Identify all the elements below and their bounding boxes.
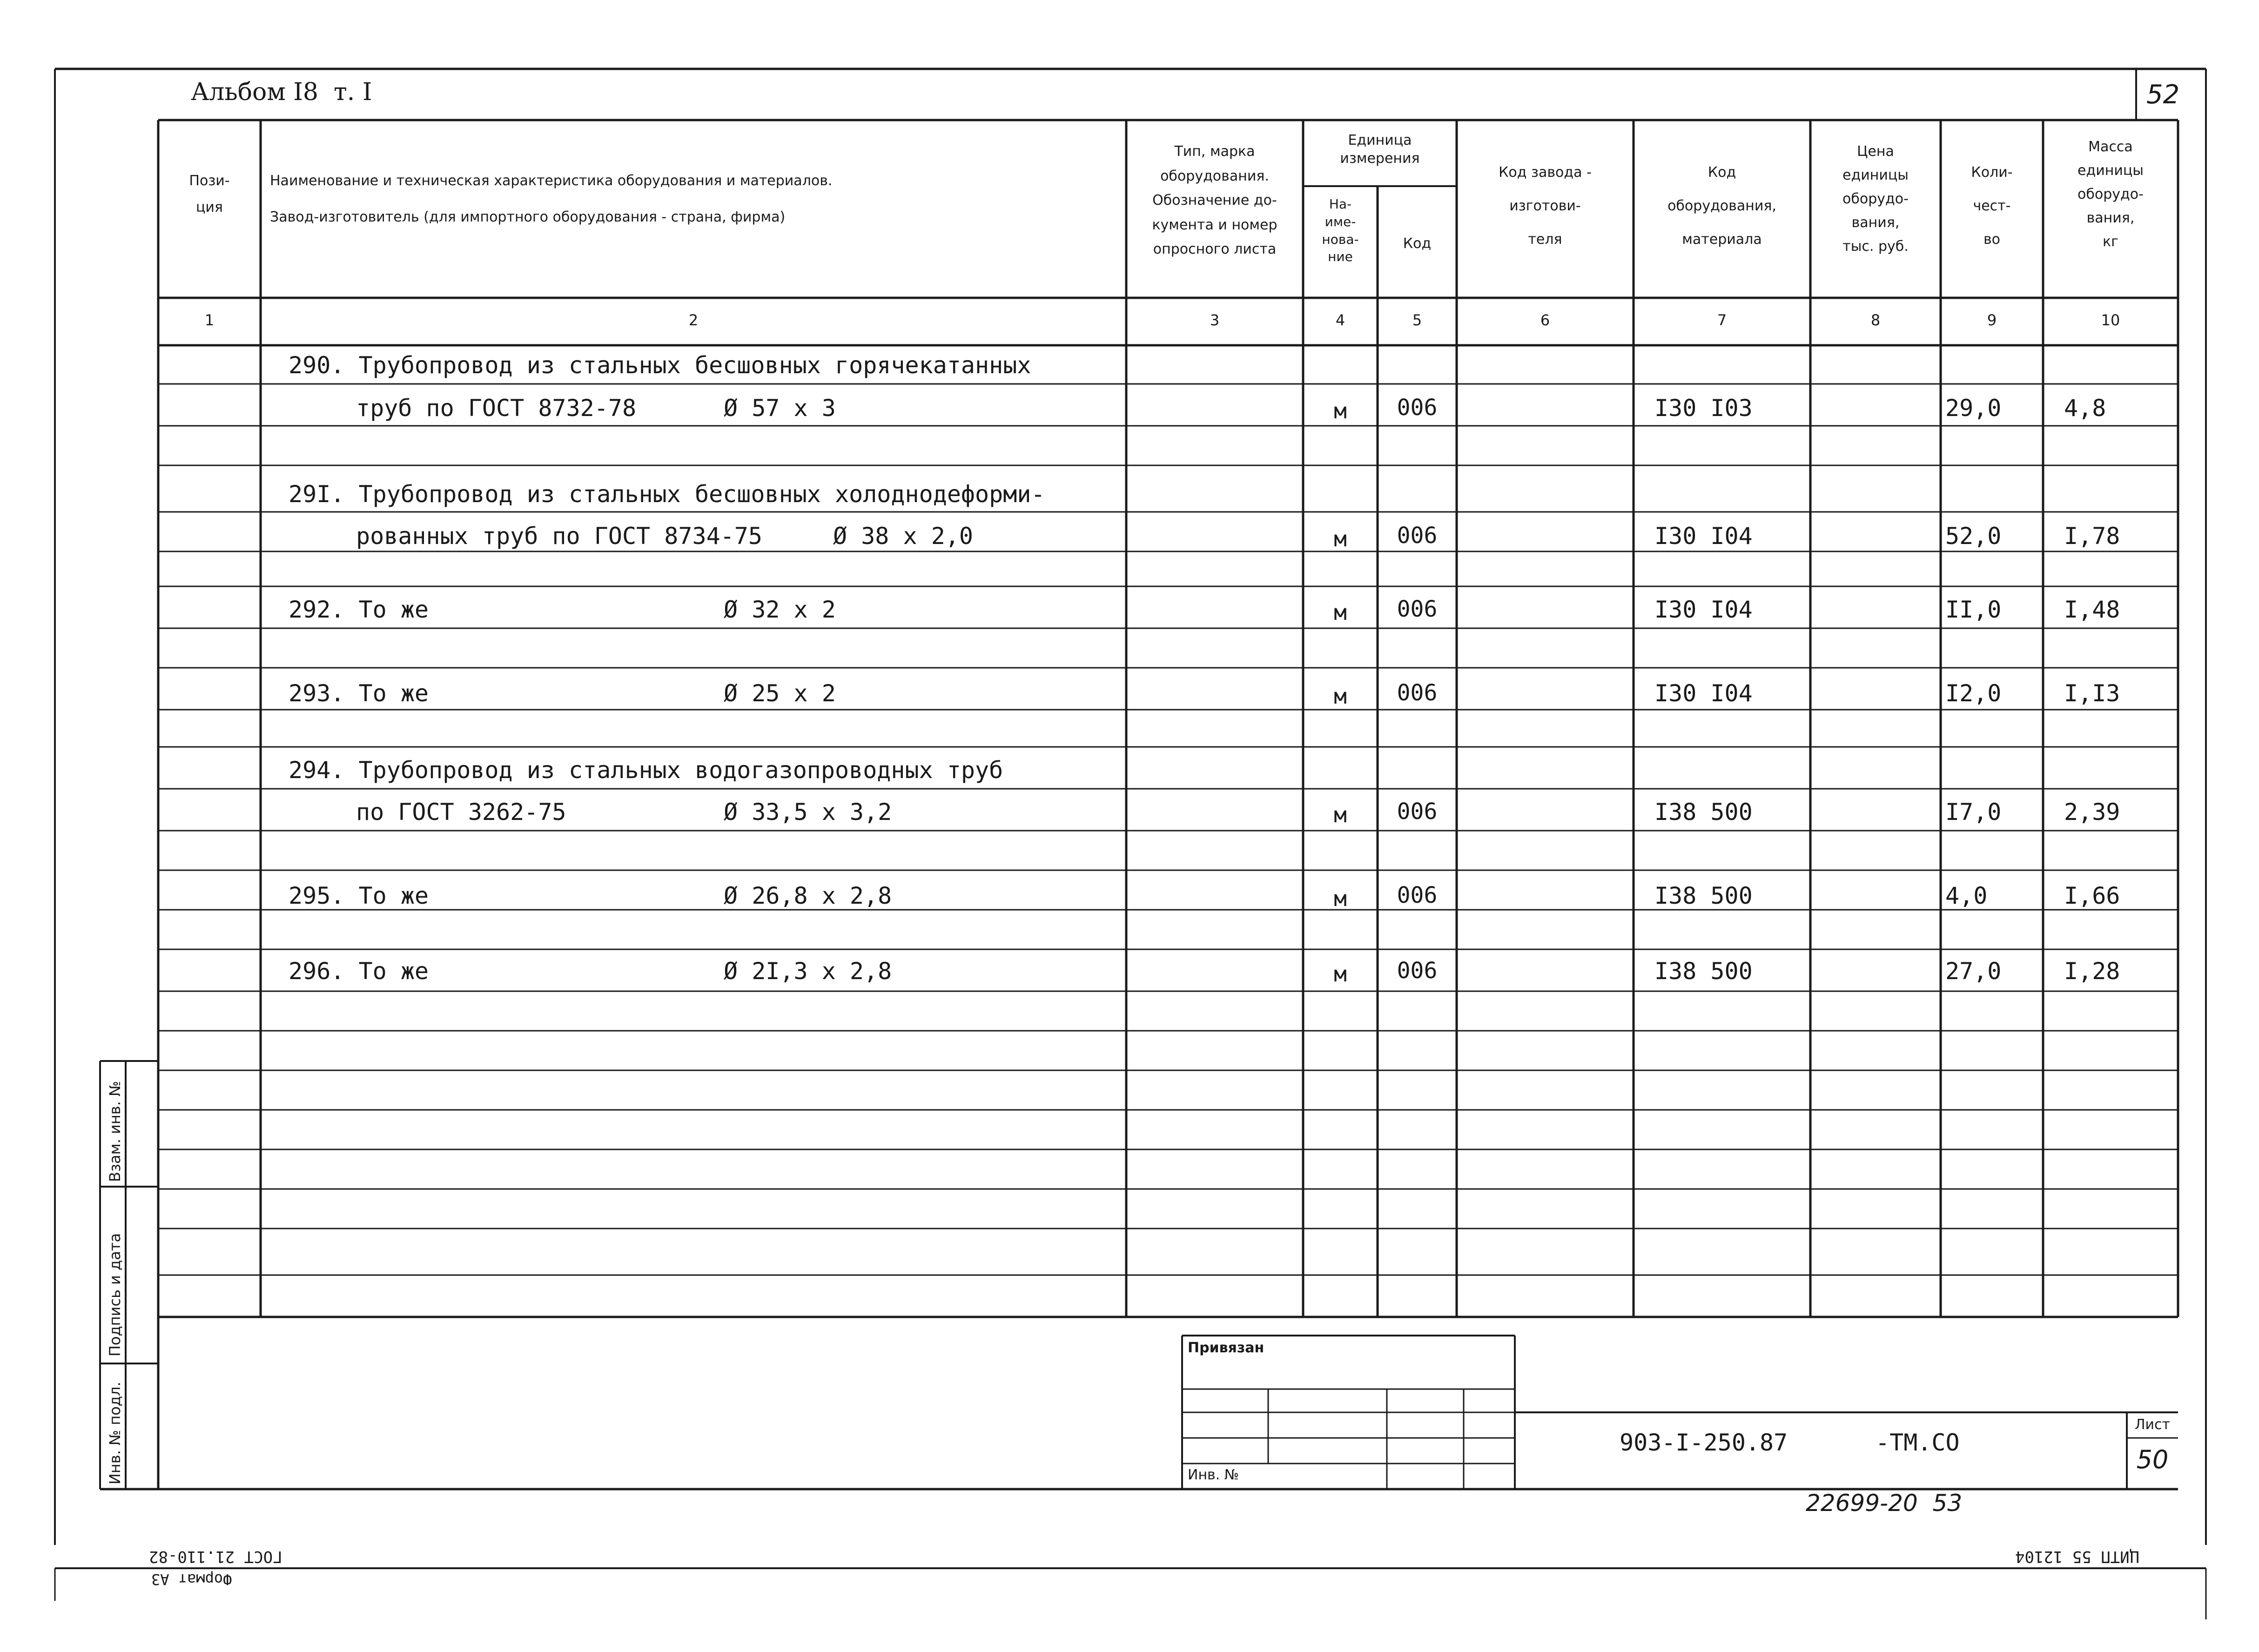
row-296-line1: 296. То же <box>289 958 429 985</box>
row-296-material-code: I38 500 <box>1654 958 1753 985</box>
row-295-line1: 295. То же <box>289 882 429 909</box>
colnum-10: 10 <box>2101 311 2120 329</box>
row-292-line1: 292. То же <box>289 596 429 623</box>
row-291-line2: рованных труб по ГОСТ 8734-75 <box>356 523 762 550</box>
row-291-unit: м <box>1334 526 1347 551</box>
row-294-mass: 2,39 <box>2064 799 2120 826</box>
row-296-unit: м <box>1334 961 1347 987</box>
row-292-unit: м <box>1334 600 1347 625</box>
row-292-size: Ø 32 x 2 <box>724 596 836 623</box>
row-293-unit-code: 006 <box>1397 680 1438 706</box>
handwritten-number: 22699-20 53 <box>1806 1490 1963 1517</box>
stamp-sheet-number: 50 <box>2136 1445 2169 1474</box>
colnum-4: 4 <box>1335 311 1345 329</box>
header-type: Тип, марка оборудования. Обозначение до- кумента и номер опросного листа <box>1152 143 1277 257</box>
row-291-unit-code: 006 <box>1397 523 1438 549</box>
colnum-7: 7 <box>1717 311 1727 329</box>
header-name: Наименование и техническая характеристика оборудования и материалов. Завод-изготовитель (для импортного оборудования - страна, фирма) <box>270 173 833 225</box>
row-292-mass: I,48 <box>2064 596 2120 623</box>
header-mass: Масса единицы оборудо- вания, кг <box>2077 139 2144 250</box>
header-quantity: Коли- чест- во <box>1971 164 2013 248</box>
row-294-material-code: I38 500 <box>1654 799 1753 826</box>
row-295-size: Ø 26,8 x 2,8 <box>724 882 892 909</box>
row-294-size: Ø 33,5 x 3,2 <box>724 799 892 826</box>
stamp-inv-label: Инв. № <box>1188 1467 1239 1483</box>
row-294-line1: 294. Трубопровод из стальных водогазопроводных труб <box>289 757 1003 784</box>
header-price: Цена единицы оборудо- вания, тыс. руб. <box>1842 143 1909 255</box>
row-293-mass: I,I3 <box>2064 680 2120 707</box>
footer-format: Формат А3 <box>151 1571 232 1588</box>
album-label: Альбом I8 т. I <box>191 78 372 106</box>
row-292-unit-code: 006 <box>1397 596 1438 622</box>
row-291-mass: I,78 <box>2064 523 2120 550</box>
header-unit-code: Код <box>1403 235 1432 252</box>
stamp-designation: 903-I-250.87 <box>1620 1429 1788 1456</box>
row-290-size: Ø 57 x 3 <box>724 395 836 422</box>
row-295-unit-code: 006 <box>1397 882 1438 908</box>
row-290-line2: труб по ГОСТ 8732-78 <box>356 395 637 422</box>
row-295-material-code: I38 500 <box>1654 882 1753 909</box>
row-290-mass: 4,8 <box>2064 395 2106 422</box>
stamp-sheet-label: Лист <box>2134 1417 2171 1433</box>
row-294-unit: м <box>1334 802 1347 827</box>
row-290-qty: 29,0 <box>1945 395 2002 422</box>
stamp-bound-label: Привязан <box>1188 1340 1264 1356</box>
colnum-3: 3 <box>1210 311 1220 329</box>
row-292-material-code: I30 I04 <box>1654 596 1753 623</box>
header-unit-group: Единица измерения <box>1340 132 1420 167</box>
sheet-corner-number: 52 <box>2146 80 2180 110</box>
row-296-size: Ø 2I,3 x 2,8 <box>724 958 892 985</box>
row-294-unit-code: 006 <box>1397 799 1438 825</box>
row-293-unit: м <box>1334 684 1347 709</box>
row-291-qty: 52,0 <box>1945 523 2002 550</box>
row-295-unit: м <box>1334 886 1347 911</box>
side-label-orig-inv: Инв. № подл. <box>106 1382 124 1484</box>
side-label-swap-inv: Взам. инв. № <box>106 1081 124 1182</box>
row-290-line1: 290. Трубопровод из стальных бесшовных горячекатанных <box>289 352 1031 379</box>
row-290-unit: м <box>1334 398 1347 423</box>
colnum-8: 8 <box>1870 311 1881 329</box>
row-296-mass: I,28 <box>2064 958 2120 985</box>
header-position: Пози- ция <box>189 173 230 215</box>
row-295-qty: 4,0 <box>1945 882 1988 909</box>
footer-gost: ГОСТ 21.110-82 <box>149 1547 282 1566</box>
side-label-sign-date: Подпись и дата <box>106 1233 124 1357</box>
row-293-line1: 293. То же <box>289 680 429 707</box>
row-295-mass: I,66 <box>2064 882 2120 909</box>
row-296-qty: 27,0 <box>1945 958 2002 985</box>
stamp-designation-suffix: -ТМ.СО <box>1876 1429 1960 1456</box>
row-293-size: Ø 25 x 2 <box>724 680 836 707</box>
row-292-qty: II,0 <box>1945 596 2002 623</box>
row-290-unit-code: 006 <box>1397 395 1438 421</box>
row-296-unit-code: 006 <box>1397 958 1438 984</box>
footer-cipt: ЦИТП 55 12104 <box>2015 1547 2139 1566</box>
colnum-9: 9 <box>1987 311 1997 329</box>
colnum-2: 2 <box>688 311 699 329</box>
colnum-5: 5 <box>1412 311 1422 329</box>
row-291-material-code: I30 I04 <box>1654 523 1753 550</box>
row-291-size: Ø 38 x 2,0 <box>833 523 974 550</box>
row-290-material-code: I30 I03 <box>1654 395 1753 422</box>
header-unit-name: На- име- нова- ние <box>1322 196 1359 265</box>
row-293-material-code: I30 I04 <box>1654 680 1753 707</box>
row-291-line1: 29I. Трубопровод из стальных бесшовных холоднодеформи- <box>289 481 1045 508</box>
header-factory-code: Код завода - изготови- теля <box>1499 164 1592 248</box>
row-294-line2: по ГОСТ 3262-75 <box>356 799 566 826</box>
row-294-qty: I7,0 <box>1945 799 2002 826</box>
colnum-6: 6 <box>1540 311 1550 329</box>
header-material-code: Код оборудования, материала <box>1667 164 1776 248</box>
colnum-1: 1 <box>204 311 215 329</box>
row-293-qty: I2,0 <box>1945 680 2002 707</box>
